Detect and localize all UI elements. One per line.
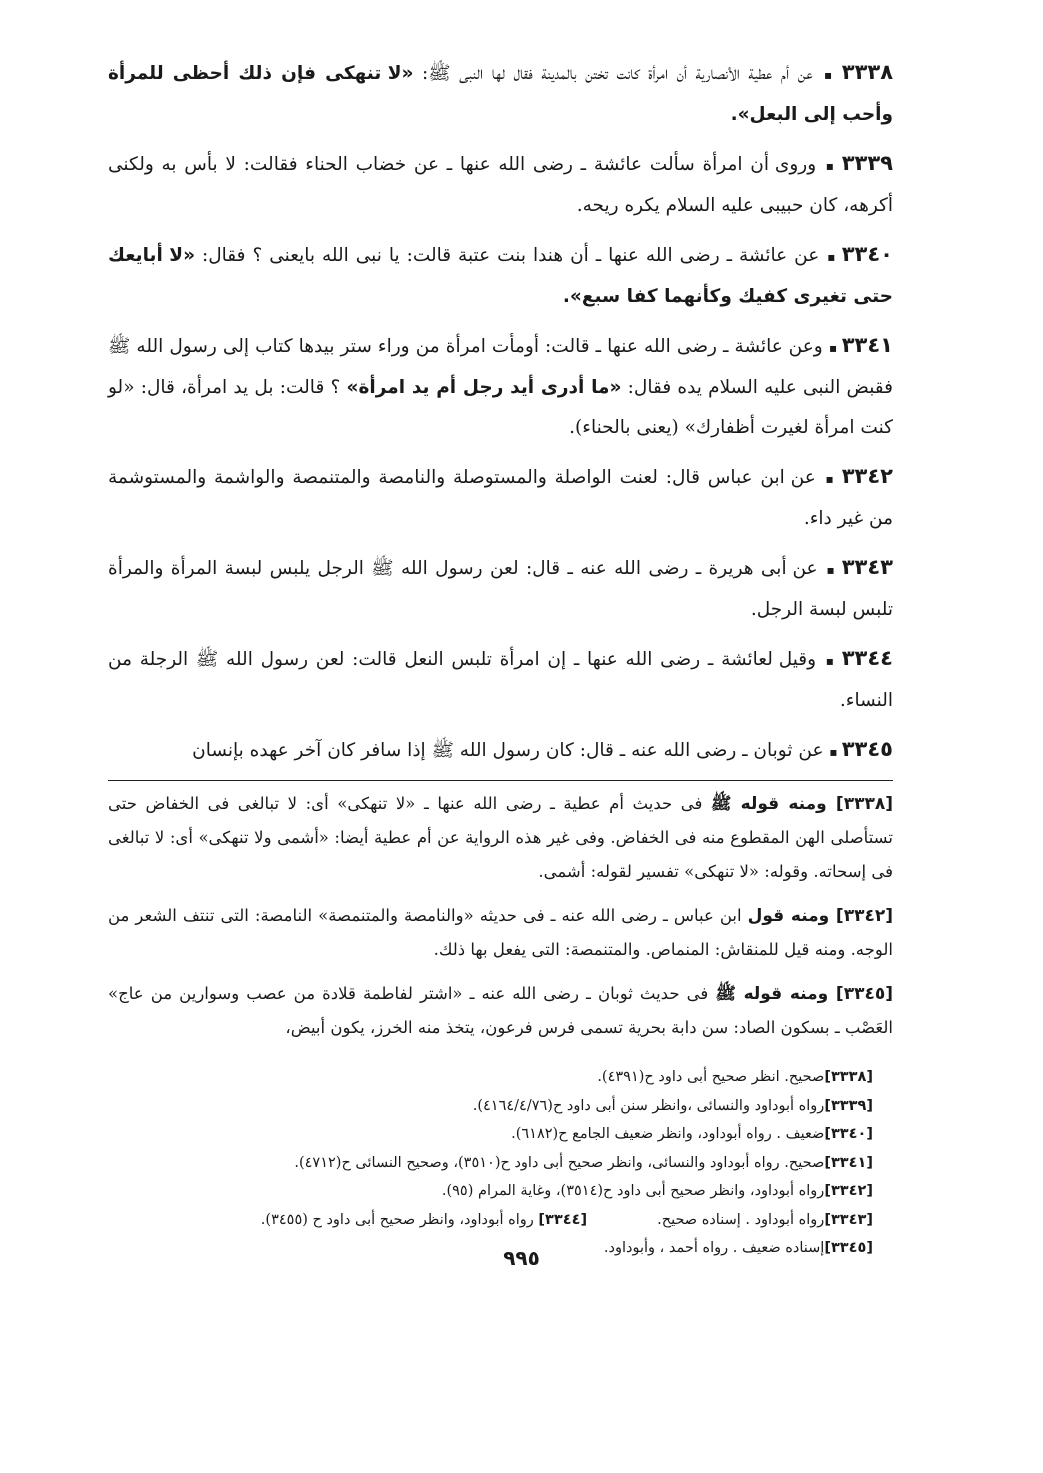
hadith-3344 xyxy=(108,638,893,721)
footnote-ref-secondary: [٣٣٤٤] xyxy=(538,1211,588,1228)
hadith-text: عن عائشة ـ رضى الله عنها ـ أن هندا بنت عتبة قالت: يا نبى الله بايعنى ؟ فقال: xyxy=(201,245,820,266)
footnote-text: رواه أبوداود والنسائى ،وانظر سنن أبى داود ح(٤١٦٤/٤/٧٦). xyxy=(472,1097,825,1114)
footnote-text: صحيح. رواه أبوداود والنسائى، وانظر صحيح أبى داود ح(٣٥١٠)، وصحيح النسائى ح(٤٧١٢). xyxy=(294,1154,825,1171)
hadith-quote: «لا أبايعك حتى تغيرى كفيك وكأنهما كفا سبع». xyxy=(108,245,893,307)
note-text: فى حديث أم عطية ـ رضى الله عنها ـ «لا تنهكى» أى: لا تبالغى فى الخفاض حتى تستأصلى الهن المقطوع منه فى الخفاض. وفى غير هذه الرواية عن أم عطية أيضا: «أشمى ولا تنهكى» أى: لا تبالغى فى إسحاته. وقوله: «لا تنهكى» تفسير لقوله: أشمى. xyxy=(108,794,893,881)
hadith-3340 xyxy=(108,234,893,317)
hadith-number: ٣٣٣٩ ▪ xyxy=(824,151,893,175)
page-number: ٩٩٥ xyxy=(503,1246,540,1270)
note-3345 xyxy=(108,977,893,1045)
hadith-quote: «لا تنهكى فإن ذلك أحظى للمرأة وأحب إلى البعل». xyxy=(108,63,893,125)
hadith-quote: «ما أدرى أيد رجل أم يد امرأة» xyxy=(346,377,622,398)
section-divider xyxy=(108,780,893,781)
note-ref: [٣٣٤٥] ومنه قوله ﷺ xyxy=(715,984,893,1004)
hadith-number: ٣٣٤٠ ▪ xyxy=(826,242,893,266)
note-ref: [٣٣٣٨] ومنه قوله ﷺ xyxy=(710,794,893,814)
footnote-ref: [٣٣٤٠] xyxy=(824,1126,873,1142)
footnote-text: رواه أبوداود . إسناده صحيح. xyxy=(657,1211,825,1228)
note-ref: [٣٣٤٢] ومنه قول xyxy=(747,906,893,926)
footnote-text-secondary: رواه أبوداود، وانظر صحيح أبى داود ح (٣٤٥٥). xyxy=(260,1211,534,1228)
hadith-text: عن ابن عباس قال: لعنت الواصلة والمستوصلة والنامصة والمتنمصة والواشمة والمستوشمة من غير داء. xyxy=(108,467,893,529)
footnote-ref: [٣٣٤٣] xyxy=(824,1211,873,1228)
hadith-text: وروى أن امرأة سألت عائشة ـ رضى الله عنها ـ عن خضاب الحناء فقالت: لا بأس به ولكنى أكرهه، كان حبيبى عليه السلام يكره ريحه. xyxy=(108,154,893,216)
hadith-number: ٣٣٤٥ ▪ xyxy=(829,737,893,761)
hadith-3341 xyxy=(108,325,893,448)
hadith-text: عن أم عطية الأنصارية أن امرأة كانت تختن بالمدينة فقال لها النبى ﷺ: xyxy=(422,63,813,84)
hadith-text: وقيل لعائشة ـ رضى الله عنها ـ إن امرأة تلبس النعل قالت: لعن رسول الله ﷺ الرجلة من النساء. xyxy=(108,649,893,711)
note-text: ابن عباس ـ رضى الله عنه ـ فى حديثه «والنامصة والمتنمصة» النامصة: التى تنتف الشعر من الوجه. ومنه قيل للمنقاش: المنماص. والمتنمصة: التى يفعل بها ذلك. xyxy=(108,906,893,959)
footnote-ref: [٣٣٤٢] xyxy=(824,1183,873,1199)
commentary-notes xyxy=(108,787,893,1045)
footnote-text: إسناده ضعيف . رواه أحمد ، وأبوداود. xyxy=(603,1240,825,1256)
hadith-text-continued: ؟ قالت: بل يد امرأة، قال: «لو كنت امرأة لغيرت أظفارك» (يعنى بالحناء). xyxy=(108,377,893,438)
footnotes xyxy=(188,1063,873,1263)
hadith-text: وعن عائشة ـ رضى الله عنها ـ قالت: أومأت امرأة من وراء ستر بيدها كتاب إلى رسول الله ﷺ فقبض النبى عليه السلام يده فقال: xyxy=(108,336,893,398)
hadith-number: ٣٣٤٤ ▪ xyxy=(824,646,893,670)
hadith-3343 xyxy=(108,547,893,630)
hadith-3339 xyxy=(108,143,893,226)
footnote-3342 xyxy=(188,1177,873,1206)
hadith-text: عن ثوبان ـ رضى الله عنه ـ قال: كان رسول الله ﷺ إذا سافر كان آخر عهده بإنسان xyxy=(192,740,824,761)
footnote-3338 xyxy=(188,1063,873,1092)
footnote-text: ضعيف . رواه أبوداود، وانظر ضعيف الجامع ح(٦١٨٢). xyxy=(511,1126,825,1142)
note-text: فى حديث ثوبان ـ رضى الله عنه ـ «اشتر لفاطمة قلادة من عصب وسوارين من عاج» العَصْب ـ بسكون الصاد: سن دابة بحرية تسمى فرس فرعون، يتخذ منه الخرز، يكون أبيض، xyxy=(108,984,893,1037)
hadith-number: ٣٣٣٨ ▪ xyxy=(821,60,893,84)
footnote-text: رواه أبوداود، وانظر صحيح أبى داود ح(٣٥١٤)، وغاية المرام (٩٥). xyxy=(441,1183,825,1199)
hadith-number: ٣٣٤٣ ▪ xyxy=(825,555,893,579)
hadith-list xyxy=(108,52,893,772)
footnote-3339 xyxy=(188,1092,873,1121)
hadith-text: عن أبى هريرة ـ رضى الله عنه ـ قال: لعن رسول الله ﷺ الرجل يلبس لبسة المرأة والمرأة تلبس لبسة الرجل. xyxy=(108,558,893,620)
footnote-ref: [٣٣٤٥] xyxy=(824,1240,873,1256)
hadith-number: ٣٣٤١ ▪ xyxy=(829,333,893,357)
hadith-3338 xyxy=(108,52,893,135)
footnote-ref: [٣٣٤١] xyxy=(824,1154,873,1171)
hadith-3342 xyxy=(108,456,893,539)
footnote-3343-3344 xyxy=(188,1206,873,1235)
footnote-ref: [٣٣٣٩] xyxy=(824,1097,873,1114)
footnote-3341 xyxy=(188,1149,873,1178)
footnote-ref: [٣٣٣٨] xyxy=(824,1069,873,1085)
note-3338 xyxy=(108,787,893,889)
hadith-number: ٣٣٤٢ ▪ xyxy=(824,464,893,488)
footnote-text: صحيح. انظر صحيح أبى داود ح(٤٣٩١). xyxy=(597,1069,825,1085)
footnote-3340 xyxy=(188,1120,873,1149)
hadith-3345 xyxy=(108,729,893,772)
note-3342 xyxy=(108,899,893,967)
